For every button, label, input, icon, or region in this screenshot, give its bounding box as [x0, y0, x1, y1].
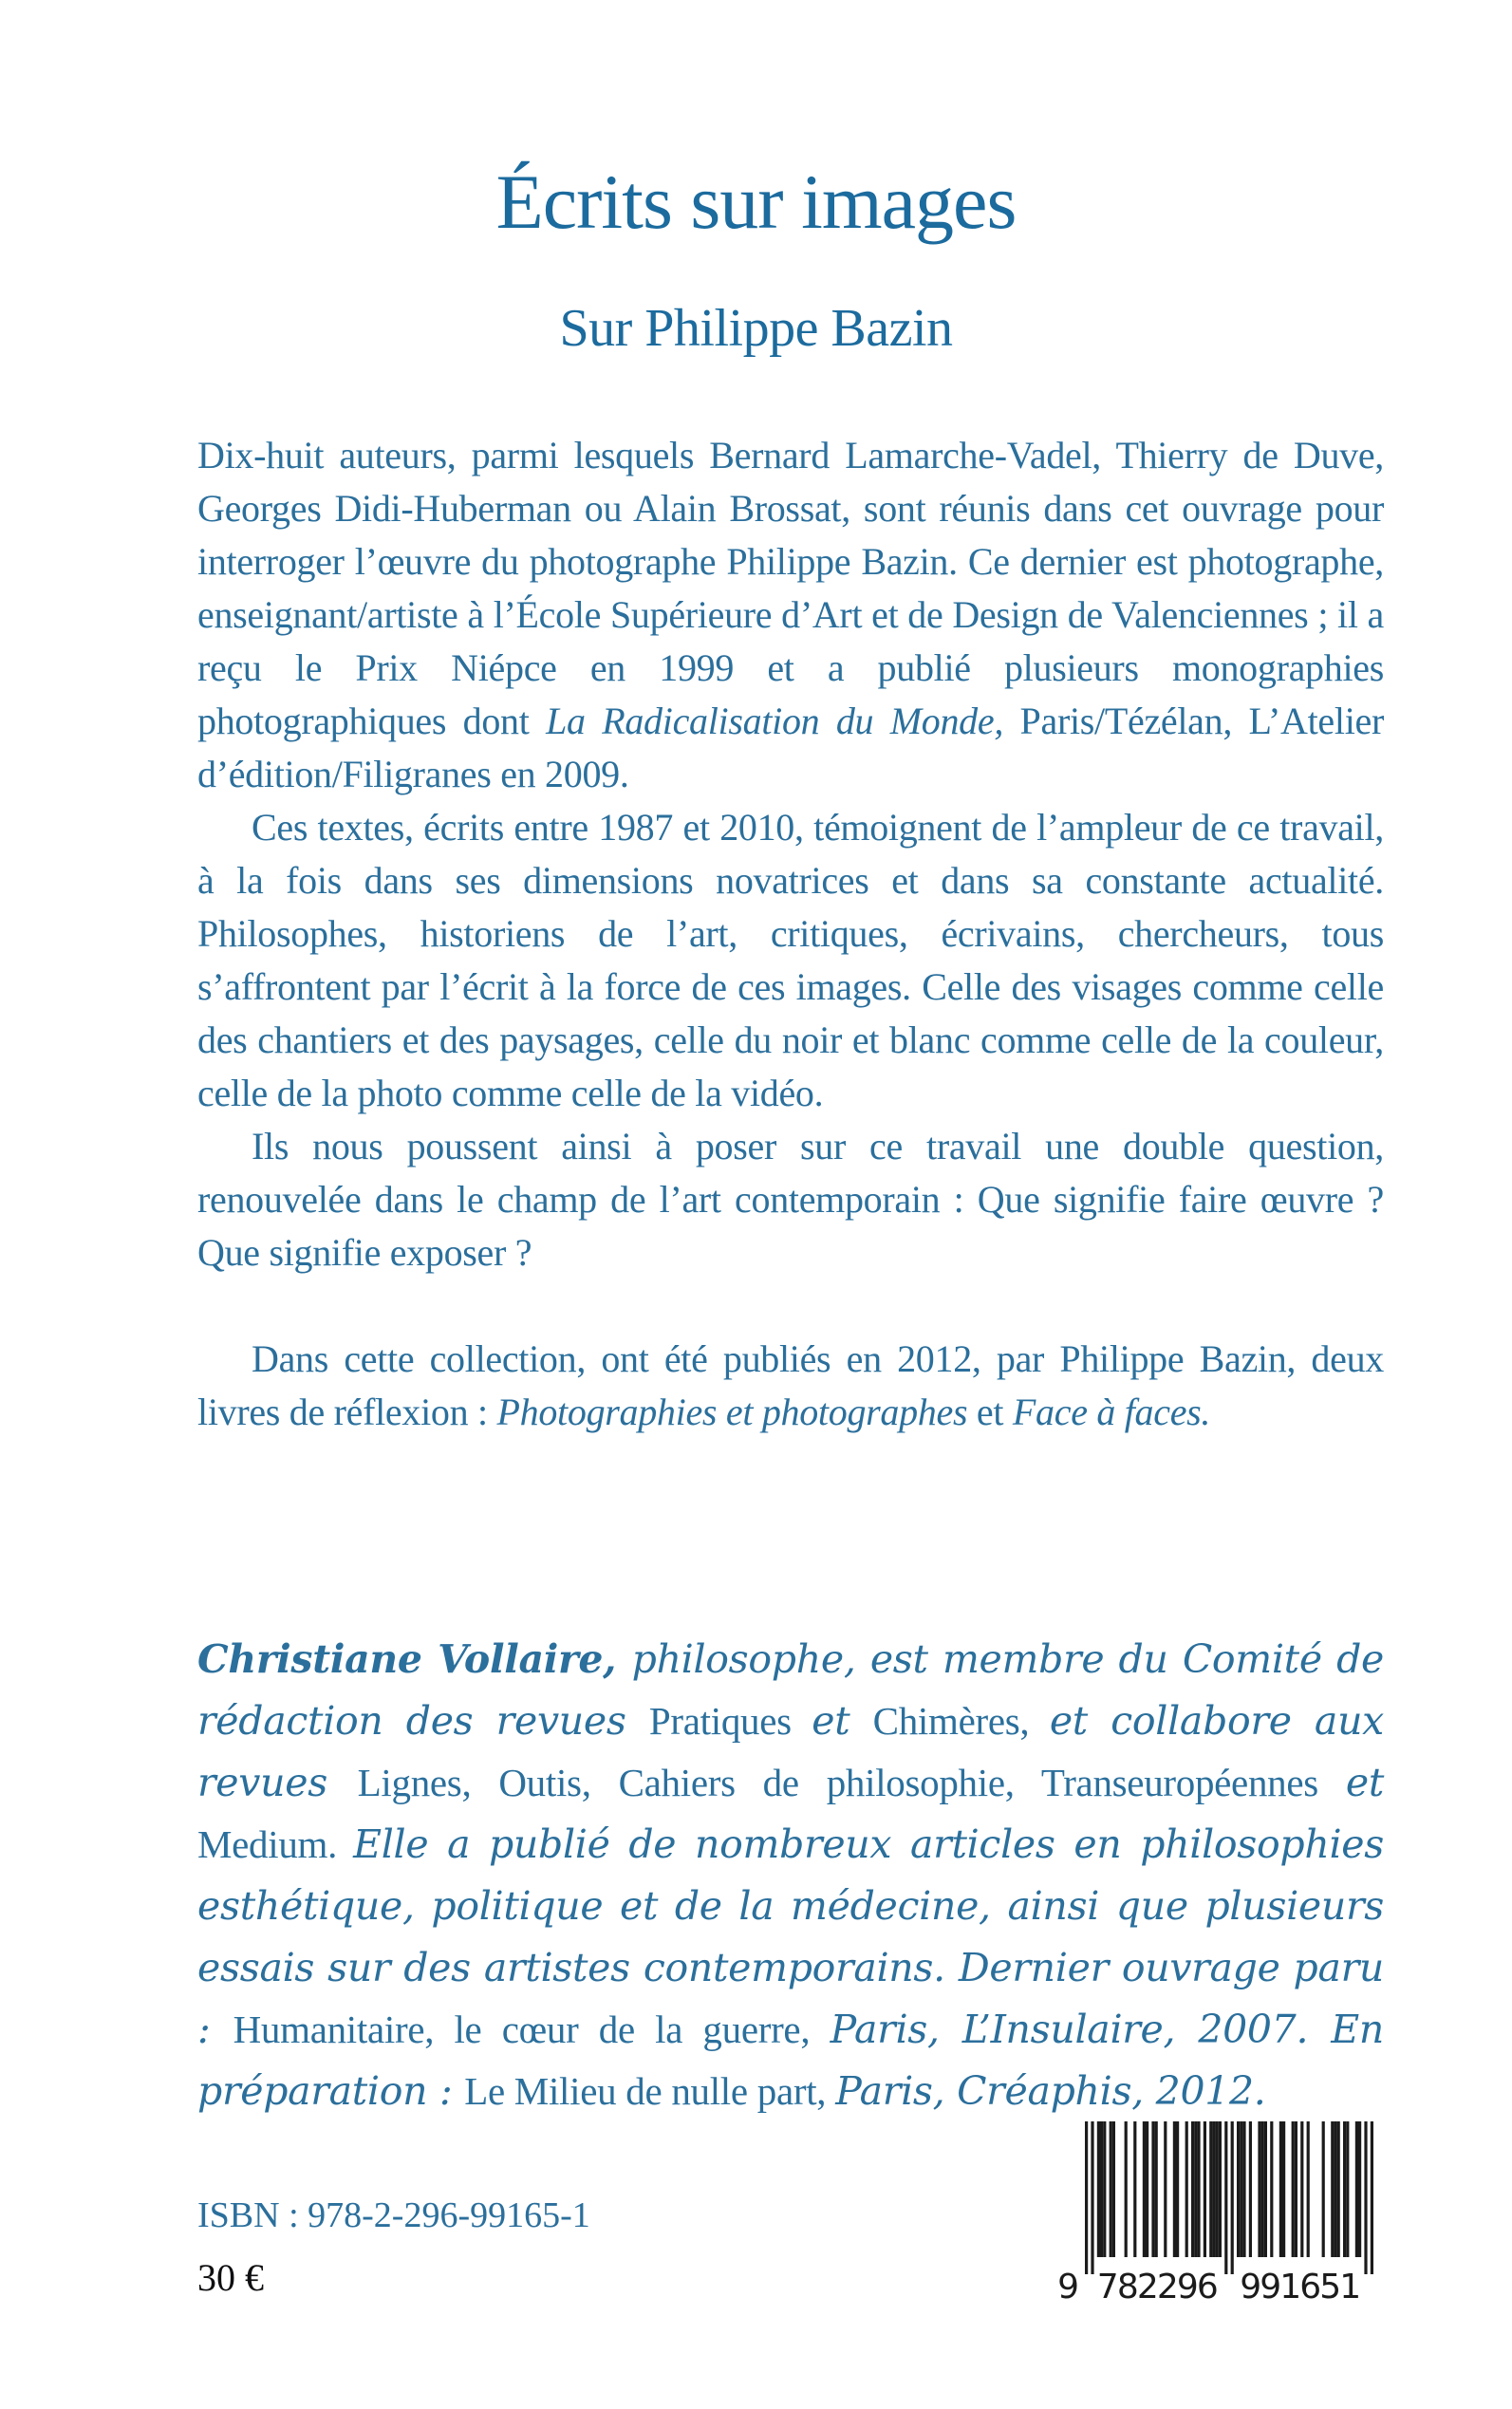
text-segment: Paris, L’Insulaire, 2007. En préparation : — [197, 2007, 1384, 2114]
synopsis-paragraph-3 — [197, 1120, 1384, 1279]
synopsis-paragraph-2 — [197, 801, 1384, 1120]
text-segment: Lignes, Outis, Cahiers de philosophie, Transeuropéennes — [357, 1761, 1346, 1804]
text-segment: et — [812, 1698, 873, 1744]
author-bio — [197, 1629, 1384, 2122]
synopsis-paragraph-4 — [197, 1333, 1384, 1439]
ean-barcode — [1049, 2121, 1377, 2307]
text-segment: Paris, Créaphis, 2012. — [835, 2068, 1266, 2114]
text-segment: Pratiques — [648, 1699, 812, 1743]
synopsis — [197, 429, 1384, 1439]
text-segment: Le Milieu de nulle part, — [464, 2069, 836, 2113]
text-segment: Dans cette collection, ont été publiés en 2012, par Philippe Bazin, deux livres de réflexion : — [197, 1337, 1384, 1433]
text-segment: Medium. — [197, 1822, 354, 1866]
barcode-digits: 782296 — [1096, 2268, 1219, 2306]
book-title: Écrits sur images — [495, 159, 1017, 245]
text-segment: Dix-huit auteurs, parmi lesquels Bernard Lamarche-Vadel, Thierry de Duve, Georges Didi-Huberman ou Alain Brossat, sont réunis dans cet ouvrage pour interroger l’œuvre du photographe Philippe Bazin. Ce dernier est photographe, enseignant/artiste à l’École Supérieure d’Art et de Design de Valenciennes ; il a reçu le Prix Niépce en 1999 et a publié plusieurs monographies photographiques dont — [197, 434, 1384, 742]
text-segment: Christiane Vollaire, — [197, 1636, 632, 1682]
barcode-svg — [1049, 2121, 1377, 2307]
text-segment: Ils nous poussent ainsi à poser sur ce travail une double question, renouvelée dans le champ de l’art contemporain : Que signifie faire œuvre ? Que signifie exposer ? — [197, 1125, 1384, 1274]
text-segment: Paris/Tézélan, L’Atelier d’édition/Filigranes en 2009. — [197, 700, 1384, 795]
isbn-text: ISBN : 978-2-296-99165-1 — [197, 2195, 590, 2235]
text-segment: Humanitaire, le cœur de la guerre, — [233, 2008, 831, 2051]
text-segment: Face à faces. — [1012, 1391, 1211, 1433]
text-segment: et — [1345, 1760, 1384, 1805]
barcode-digits: 991651 — [1240, 2268, 1362, 2306]
text-segment: Photographies et photographes — [496, 1391, 968, 1433]
text-segment: et collabore aux revues — [197, 1698, 1384, 1805]
text-segment: Ces textes, écrits entre 1987 et 2010, témoignent de l’ampleur de ce travail, à la fois dans ses dimensions novatrices et dans sa constante actualité. Philosophes, historiens de l’art, critiques, écrivains, chercheurs, tous s’affrontent par l’écrit à la force de ces images. Celle des visages comme celle des chantiers et des paysages, celle du noir et blanc comme celle de la couleur, celle de la photo comme celle de la vidéo. — [197, 806, 1384, 1114]
barcode-digits: 9 — [1057, 2268, 1079, 2306]
text-segment: Chimères, — [872, 1699, 1050, 1743]
book-subtitle: Sur Philippe Bazin — [559, 299, 953, 358]
text-segment: et — [967, 1391, 1013, 1433]
text-segment: Elle a publié de nombreux articles en philosophies esthétique, politique et de la médecine, ainsi que plusieurs essais sur des artistes contemporains. Dernier ouvrage paru : — [197, 1821, 1384, 2052]
text-segment: philosophe, est membre du Comité de rédaction des revues — [197, 1636, 1384, 1744]
synopsis-paragraph-1 — [197, 429, 1384, 801]
text-segment: La Radicalisation du Monde, — [546, 700, 1004, 742]
price-text: 30 € — [197, 2256, 264, 2299]
